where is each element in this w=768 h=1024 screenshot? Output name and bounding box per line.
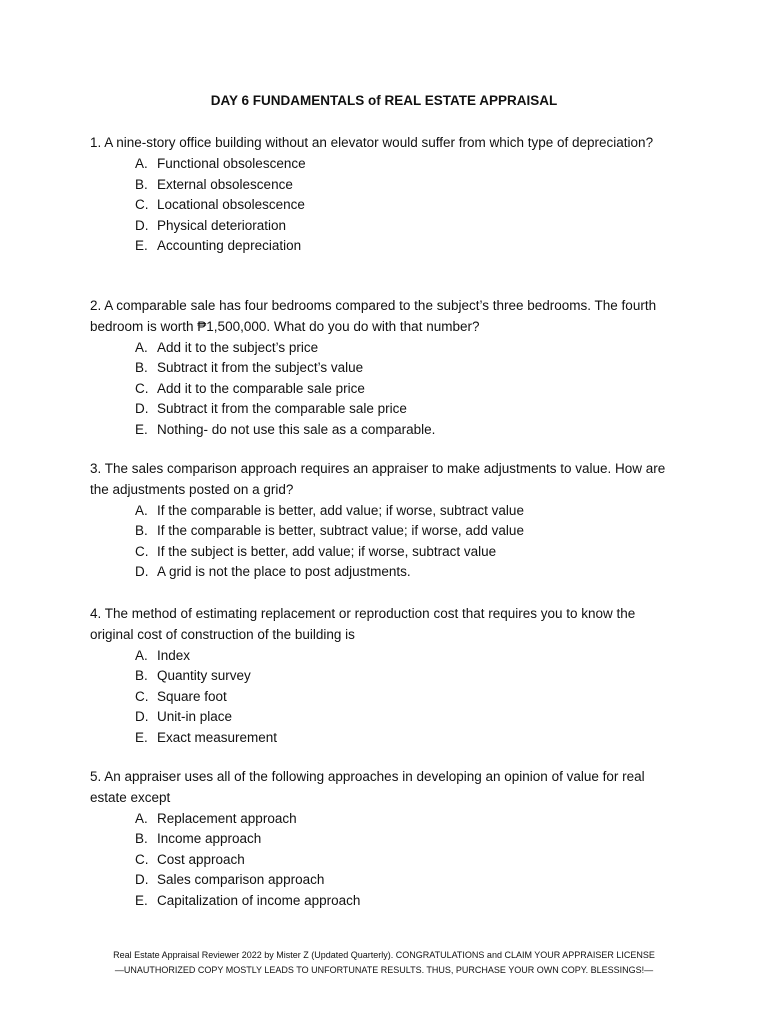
option-letter: D. — [135, 564, 149, 579]
option-text: Add it to the comparable sale price — [157, 380, 365, 396]
option-text: Nothing- do not use this sale as a comparable. — [157, 421, 436, 437]
option-letter: B. — [135, 668, 148, 683]
option-letter: D. — [135, 872, 149, 887]
options-list — [90, 501, 680, 583]
option-c — [90, 195, 680, 216]
option-letter: D. — [135, 401, 149, 416]
option-c — [90, 687, 680, 708]
option-letter: C. — [135, 851, 149, 867]
option-e — [90, 236, 680, 257]
option-text: Subtract it from the comparable sale price — [157, 401, 407, 416]
option-d — [90, 216, 680, 237]
option-text: Add it to the subject’s price — [157, 339, 319, 355]
option-letter: E. — [135, 892, 148, 908]
footer-line-1: Real Estate Appraisal Reviewer 2022 by Mister Z (Updated Quarterly). CONGRATULATIONS and CLAIM YOUR APPRAISER LICENSE — [113, 950, 655, 960]
option-e — [90, 728, 680, 749]
option-letter: A. — [135, 339, 148, 355]
option-text: A grid is not the place to post adjustments. — [157, 564, 411, 579]
option-text: Functional obsolescence — [157, 156, 306, 171]
option-text: Income approach — [157, 831, 262, 846]
option-text: Square foot — [157, 688, 227, 704]
option-letter: E. — [135, 238, 148, 253]
option-letter: A. — [135, 810, 148, 826]
option-c — [90, 850, 680, 871]
option-b — [90, 521, 680, 542]
options-list — [90, 338, 680, 441]
option-a — [90, 646, 680, 667]
option-d — [90, 870, 680, 891]
option-c — [90, 542, 680, 563]
option-text: If the comparable is better, subtract value; if worse, add value — [157, 523, 524, 538]
option-text: Replacement approach — [157, 810, 297, 826]
option-text: Physical deterioration — [157, 217, 287, 233]
option-text: Index — [157, 647, 191, 663]
option-letter: C. — [135, 543, 149, 559]
page-footer — [0, 948, 768, 978]
question-text: 1. A nine-story office building without an elevator would suffer from which type of depreciation? — [90, 135, 654, 150]
option-b — [90, 666, 680, 687]
option-text: Quantity survey — [157, 668, 251, 683]
option-letter: B. — [135, 176, 148, 192]
option-text: If the subject is better, add value; if worse, subtract value — [157, 543, 497, 559]
options-list — [90, 809, 680, 912]
option-letter: A. — [135, 156, 148, 171]
option-d — [90, 707, 680, 728]
option-letter: B. — [135, 523, 148, 538]
option-letter: D. — [135, 709, 149, 724]
option-letter: E. — [135, 729, 148, 745]
option-e — [90, 420, 680, 441]
option-d — [90, 562, 680, 583]
option-text: Subtract it from the subject’s value — [157, 360, 364, 375]
option-letter: E. — [135, 421, 148, 437]
option-letter: C. — [135, 688, 149, 704]
option-a — [90, 809, 680, 830]
option-text: Capitalization of income approach — [157, 892, 361, 908]
option-text: Locational obsolescence — [157, 197, 305, 212]
option-letter: B. — [135, 831, 148, 846]
question-text: 5. An appraiser uses all of the following approaches in developing an opinion of value for real estate except — [90, 769, 645, 805]
option-b — [90, 358, 680, 379]
option-b — [90, 829, 680, 850]
question-text: 2. A comparable sale has four bedrooms compared to the subject’s three bedrooms. The fourth bedroom is worth ₱1,500,000. What do you do with that number? — [90, 298, 657, 334]
options-list — [90, 646, 680, 749]
option-letter: A. — [135, 647, 148, 663]
option-letter: D. — [135, 217, 149, 233]
options-list — [90, 154, 680, 257]
option-d — [90, 399, 680, 420]
question-5 — [90, 767, 680, 911]
footer-line-2: —UNAUTHORIZED COPY MOSTLY LEADS TO UNFORTUNATE RESULTS. THUS, PURCHASE YOUR OWN COPY. BLESSINGS!— — [114, 965, 654, 975]
question-text: 3. The sales comparison approach requires an appraiser to make adjustments to value. How are the adjustments posted on a grid? — [90, 461, 666, 497]
page-title: DAY 6 FUNDAMENTALS of REAL ESTATE APPRAISAL — [210, 93, 558, 108]
option-text: Unit-in place — [157, 709, 233, 724]
option-text: Cost approach — [157, 851, 245, 867]
option-letter: A. — [135, 502, 148, 518]
question-3 — [90, 459, 680, 583]
option-a — [90, 338, 680, 359]
option-a — [90, 154, 680, 175]
question-4 — [90, 604, 680, 748]
option-a — [90, 501, 680, 522]
option-letter: C. — [135, 197, 149, 212]
question-2 — [90, 296, 680, 440]
option-text: Exact measurement — [157, 729, 278, 745]
option-text: Accounting depreciation — [157, 238, 302, 253]
option-text: If the comparable is better, add value; if worse, subtract value — [157, 502, 524, 518]
option-c — [90, 379, 680, 400]
question-text: 4. The method of estimating replacement or reproduction cost that requires you to know the original cost of construction of the building is — [90, 606, 636, 642]
option-e — [90, 891, 680, 912]
option-text: Sales comparison approach — [157, 872, 325, 887]
option-b — [90, 175, 680, 196]
option-text: External obsolescence — [157, 176, 293, 192]
option-letter: B. — [135, 360, 148, 375]
option-letter: C. — [135, 380, 149, 396]
question-1 — [90, 133, 680, 257]
